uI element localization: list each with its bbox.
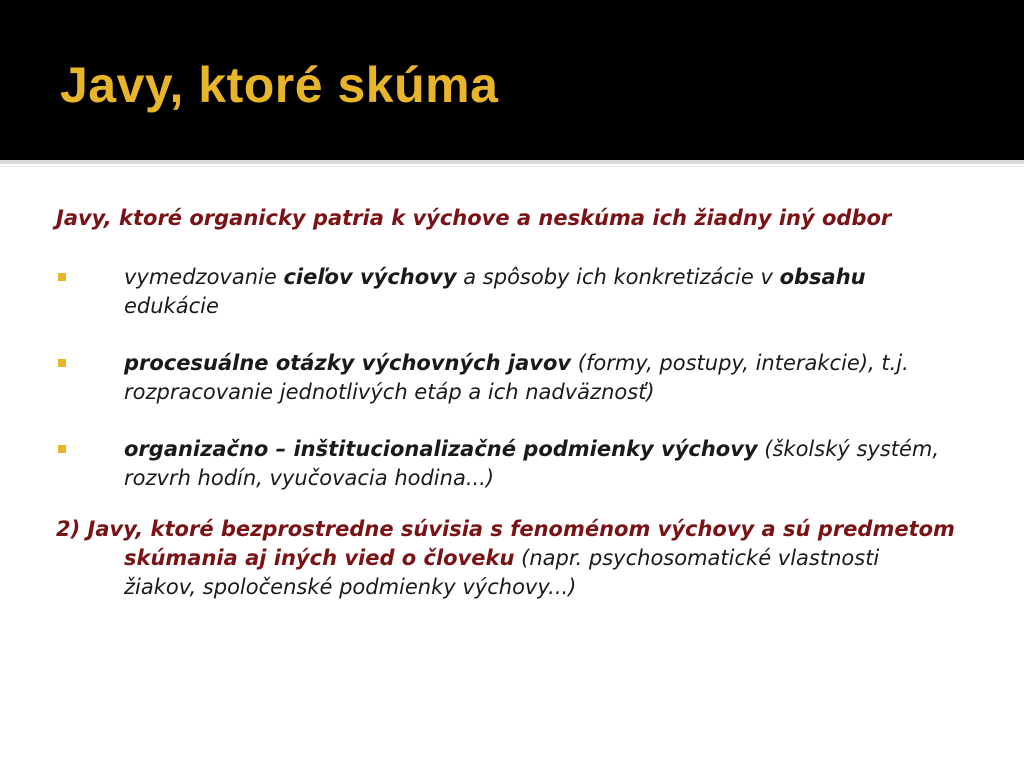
bullet-emphasis: cieľov výchovy — [283, 265, 457, 289]
square-bullet-icon — [58, 445, 66, 453]
intro-heading: Javy, ktoré organicky patria k výchove a neskúma ich žiadny iný odbor — [56, 206, 892, 230]
bullet-item-organization — [56, 435, 976, 493]
slide-body — [56, 204, 976, 602]
bullet-line — [124, 263, 976, 292]
second-category-emphasis: skúmania aj iných vied o človeku — [124, 546, 515, 570]
title-divider-thin — [0, 166, 1024, 167]
bullet-text: a spôsoby ich konkretizácie v — [456, 265, 780, 289]
bullet-text: (formy, postupy, interakcie), t.j. — [571, 351, 909, 375]
bullet-emphasis: procesuálne otázky výchovných javov — [124, 351, 572, 375]
bullet-line — [124, 435, 976, 464]
bullet-text: vymedzovanie — [124, 265, 284, 289]
bullet-line: rozvrh hodín, vyučovacia hodina...) — [124, 466, 495, 490]
second-category-line — [56, 544, 976, 573]
second-category-line: žiakov, spoločenské podmienky výchovy...) — [124, 575, 577, 599]
title-divider — [0, 160, 1024, 164]
bullet-line: edukácie — [124, 294, 219, 318]
title-bar — [0, 0, 1024, 160]
square-bullet-icon — [58, 359, 66, 367]
bullet-line: rozpracovanie jednotlivých etáp a ich nadväznosť) — [124, 380, 655, 404]
bullet-text: (školský systém, — [757, 437, 940, 461]
bullet-line — [124, 349, 976, 378]
bullet-item-process — [56, 349, 976, 407]
bullet-emphasis: organizačno – inštitucionalizačné podmienky výchovy — [124, 437, 758, 461]
second-category — [56, 515, 976, 602]
second-category-heading: 2) Javy, ktoré bezprostredne súvisia s fenoménom výchovy a sú predmetom — [56, 517, 955, 541]
second-category-text: (napr. psychosomatické vlastnosti — [514, 546, 880, 570]
bullet-item-goals — [56, 263, 976, 321]
square-bullet-icon — [58, 273, 66, 281]
slide-title: Javy, ktoré skúma — [60, 57, 499, 113]
bullet-emphasis: obsahu — [779, 265, 866, 289]
